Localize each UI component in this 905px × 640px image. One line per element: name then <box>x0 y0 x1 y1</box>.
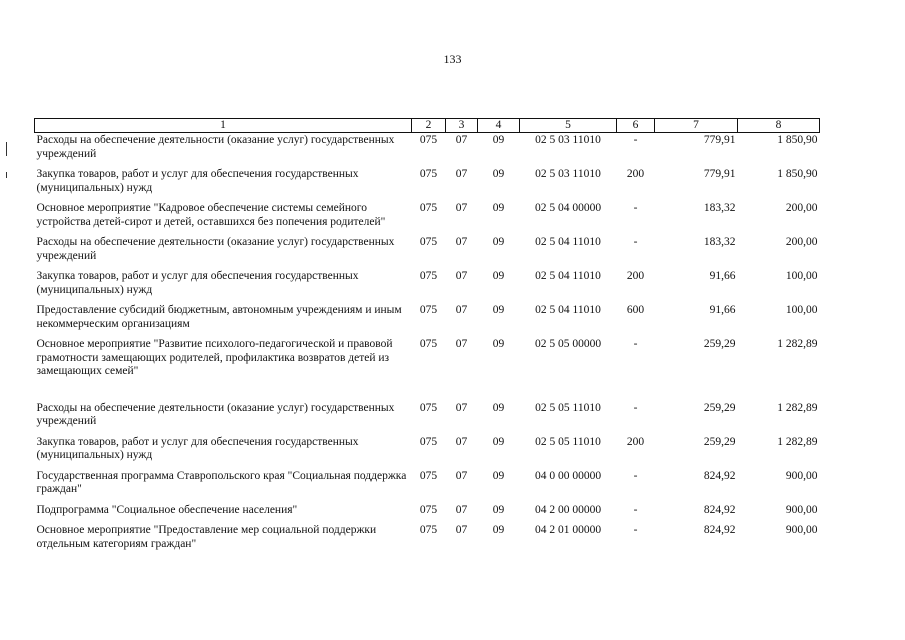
column-header: 5 <box>520 119 617 133</box>
table-row <box>35 167 820 201</box>
amount-col8: 900,00 <box>785 524 818 536</box>
subsection-code: 09 <box>492 236 505 248</box>
row-description: Подпрограмма "Социальное обеспечение населения" <box>36 503 298 516</box>
row-description: Расходы на обеспечение деятельности (оказание услуг) государственных учреждений <box>36 236 395 262</box>
section-code: 07 <box>455 469 468 482</box>
ministry-code: 075 <box>419 134 438 146</box>
expense-type-code: 600 <box>626 304 645 316</box>
target-article-code: 04 2 00 00000 <box>534 503 602 516</box>
column-header: 7 <box>655 119 738 133</box>
amount-col7: 824,92 <box>703 524 736 536</box>
expense-type-code: 200 <box>626 270 645 282</box>
section-code: 07 <box>455 401 468 414</box>
table-row <box>35 469 820 503</box>
column-header: 1 <box>35 119 412 133</box>
target-article-code: 02 5 04 11010 <box>535 236 601 248</box>
amount-col8: 1 282,89 <box>777 338 818 350</box>
target-article-code: 02 5 04 11010 <box>535 270 601 282</box>
ministry-code: 075 <box>419 304 438 316</box>
amount-col8: 1 282,89 <box>777 435 818 448</box>
expense-type-code: 200 <box>626 435 645 448</box>
table-row <box>35 133 820 168</box>
expense-type-code: - <box>633 236 638 248</box>
ministry-code: 075 <box>419 469 438 482</box>
ministry-code: 075 <box>419 202 438 214</box>
amount-col8: 900,00 <box>785 469 818 482</box>
amount-col7: 824,92 <box>703 503 736 516</box>
target-article-code: 02 5 03 11010 <box>535 134 601 146</box>
amount-col7: 779,91 <box>703 134 736 146</box>
row-description: Основное мероприятие "Развитие психолого-педагогической и правовой грамотности замещающих родителей, профилактика возвратов детей из замещающих семей" <box>36 338 393 377</box>
section-code: 07 <box>455 168 468 180</box>
table-header-row <box>35 119 820 133</box>
column-header: 2 <box>412 119 446 133</box>
section-code: 07 <box>455 236 468 248</box>
target-article-code: 02 5 04 00000 <box>534 202 602 214</box>
ministry-code: 075 <box>419 401 438 414</box>
expense-type-code: - <box>633 401 638 414</box>
target-article-code: 02 5 05 11010 <box>535 401 601 414</box>
amount-col8: 900,00 <box>785 503 818 516</box>
target-article-code: 02 5 03 11010 <box>535 168 601 180</box>
row-description: Расходы на обеспечение деятельности (оказание услуг) государственных учреждений <box>36 134 395 160</box>
ministry-code: 075 <box>419 435 438 448</box>
expense-type-code: - <box>633 469 638 482</box>
amount-col7: 183,32 <box>703 236 736 248</box>
subsection-code: 09 <box>492 134 505 146</box>
row-description: Расходы на обеспечение деятельности (оказание услуг) государственных учреждений <box>36 401 395 427</box>
table-row <box>35 401 820 435</box>
table-row <box>35 337 820 401</box>
row-description: Закупка товаров, работ и услуг для обеспечения государственных (муниципальных) нужд <box>36 435 359 461</box>
row-description: Предоставление субсидий бюджетным, автономным учреждениям и иным некоммерческим организациям <box>36 304 402 330</box>
table-row <box>35 523 820 557</box>
target-article-code: 02 5 05 11010 <box>535 435 601 448</box>
section-code: 07 <box>455 270 468 282</box>
row-description: Закупка товаров, работ и услуг для обеспечения государственных (муниципальных) нужд <box>36 168 359 194</box>
subsection-code: 09 <box>492 304 505 316</box>
subsection-code: 09 <box>492 503 505 516</box>
expense-type-code: - <box>633 524 638 536</box>
ministry-code: 075 <box>419 338 438 350</box>
subsection-code: 09 <box>492 202 505 214</box>
amount-col8: 1 282,89 <box>777 401 818 414</box>
section-code: 07 <box>455 304 468 316</box>
table-row <box>35 435 820 469</box>
section-code: 07 <box>455 338 468 350</box>
table-row <box>35 235 820 269</box>
margin-mark <box>6 172 7 178</box>
amount-col7: 259,29 <box>703 435 736 448</box>
target-article-code: 04 0 00 00000 <box>534 469 602 482</box>
amount-col8: 100,00 <box>785 304 818 316</box>
table-row <box>35 303 820 337</box>
ministry-code: 075 <box>419 503 438 516</box>
table-body <box>35 133 820 558</box>
table-row <box>35 269 820 303</box>
section-code: 07 <box>455 134 468 146</box>
section-code: 07 <box>455 524 468 536</box>
expense-type-code: - <box>633 134 638 146</box>
table-row <box>35 503 820 524</box>
target-article-code: 02 5 04 11010 <box>535 304 601 316</box>
column-header: 4 <box>478 119 520 133</box>
amount-col7: 779,91 <box>703 168 736 180</box>
table-row <box>35 201 820 235</box>
amount-col7: 183,32 <box>703 202 736 214</box>
expense-type-code: - <box>633 503 638 516</box>
target-article-code: 02 5 05 00000 <box>534 338 602 350</box>
amount-col8: 200,00 <box>785 202 818 214</box>
subsection-code: 09 <box>492 524 505 536</box>
amount-col8: 100,00 <box>785 270 818 282</box>
budget-table <box>34 118 820 557</box>
amount-col8: 1 850,90 <box>777 134 818 146</box>
expense-type-code: 200 <box>626 168 645 180</box>
amount-col7: 824,92 <box>703 469 736 482</box>
section-code: 07 <box>455 202 468 214</box>
section-code: 07 <box>455 435 468 448</box>
amount-col7: 259,29 <box>703 338 736 350</box>
subsection-code: 09 <box>492 338 505 350</box>
amount-col7: 91,66 <box>709 304 736 316</box>
row-description: Закупка товаров, работ и услуг для обеспечения государственных (муниципальных) нужд <box>36 270 359 296</box>
expense-type-code: - <box>633 202 638 214</box>
row-description: Основное мероприятие "Кадровое обеспечение системы семейного устройства детей-сирот и детей, оставшихся без попечения родителей" <box>36 202 386 228</box>
section-code: 07 <box>455 503 468 516</box>
subsection-code: 09 <box>492 168 505 180</box>
row-description: Основное мероприятие "Предоставление мер социальной поддержки отдельным категориям граждан" <box>36 524 377 550</box>
amount-col7: 91,66 <box>709 270 736 282</box>
page-number: 133 <box>443 52 462 66</box>
row-description: Государственная программа Ставропольского края "Социальная поддержка граждан" <box>36 469 407 495</box>
margin-mark <box>6 142 7 156</box>
subsection-code: 09 <box>492 435 505 448</box>
amount-col8: 200,00 <box>785 236 818 248</box>
subsection-code: 09 <box>492 469 505 482</box>
ministry-code: 075 <box>419 270 438 282</box>
target-article-code: 04 2 01 00000 <box>534 524 602 536</box>
amount-col7: 259,29 <box>703 401 736 414</box>
column-header: 3 <box>446 119 478 133</box>
expense-type-code: - <box>633 338 638 350</box>
subsection-code: 09 <box>492 270 505 282</box>
ministry-code: 075 <box>419 168 438 180</box>
ministry-code: 075 <box>419 236 438 248</box>
column-header: 8 <box>738 119 820 133</box>
amount-col8: 1 850,90 <box>777 168 818 180</box>
subsection-code: 09 <box>492 401 505 414</box>
ministry-code: 075 <box>419 524 438 536</box>
column-header: 6 <box>617 119 655 133</box>
